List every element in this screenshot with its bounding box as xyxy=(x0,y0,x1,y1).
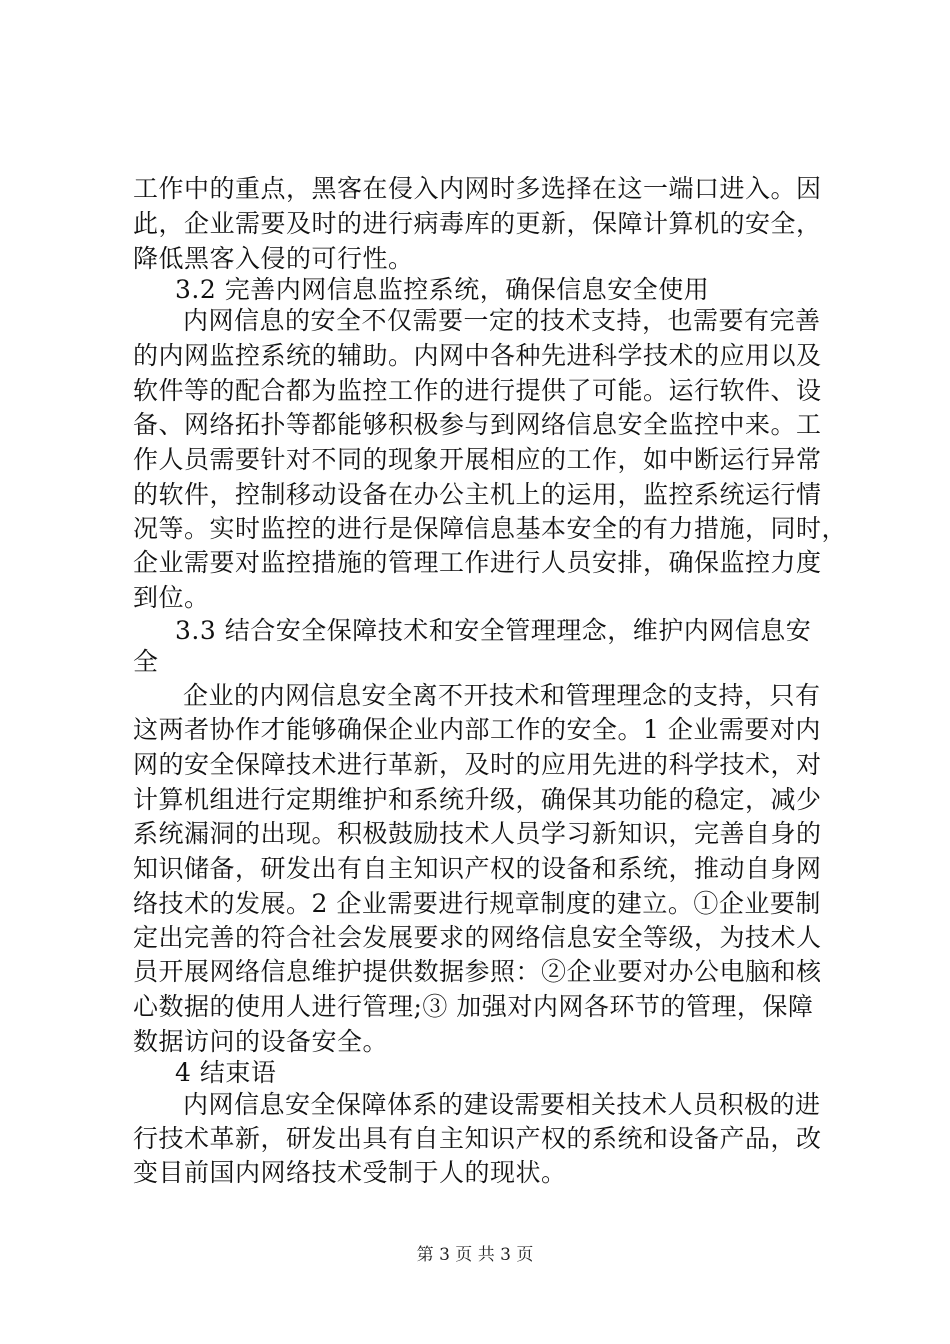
text-line: 计算机组进行定期维护和系统升级，确保其功能的稳定，减少 xyxy=(133,785,822,814)
text-line: 作人员需要针对不同的现象开展相应的工作，如中断运行异常 xyxy=(133,445,822,474)
text-line: 企业需要对监控措施的管理工作进行人员安排，确保监控力度 xyxy=(133,548,822,577)
text-line: 系统漏洞的出现。积极鼓励技术人员学习新知识，完善自身的 xyxy=(133,819,822,848)
text-line: 的内网监控系统的辅助。内网中各种先进科学技术的应用以及 xyxy=(133,341,822,370)
text-line: 网的安全保障技术进行革新，及时的应用先进的科学技术，对 xyxy=(133,750,822,779)
text-line: 变目前国内网络技术受制于人的现状。 xyxy=(133,1158,567,1187)
paragraph-first-line: 企业的内网信息安全离不开技术和管理理念的支持，只有 xyxy=(183,681,821,710)
text-line: 到位。 xyxy=(133,583,210,612)
paragraph-first-line: 内网信息的安全不仅需要一定的技术支持，也需要有完善 xyxy=(183,306,821,335)
section-heading: 3.3 结合安全保障技术和安全管理理念，维护内网信息安 xyxy=(175,616,812,645)
section-heading: 4 结束语 xyxy=(175,1058,277,1087)
text-line: 工作中的重点，黑客在侵入内网时多选择在这一端口进入。因 xyxy=(133,174,822,203)
text-line: 况等。实时监控的进行是保障信息基本安全的有力措施，同时， xyxy=(133,514,848,543)
text-line: 络技术的发展。2 企业需要进行规章制度的建立。①企业要制 xyxy=(133,889,821,918)
text-line: 此，企业需要及时的进行病毒库的更新，保障计算机的安全， xyxy=(133,209,822,238)
paragraph-first-line: 内网信息安全保障体系的建设需要相关技术人员积极的进 xyxy=(183,1090,821,1119)
text-line: 数据访问的设备安全。 xyxy=(133,1027,389,1056)
section-heading: 3.2 完善内网信息监控系统，确保信息安全使用 xyxy=(175,275,710,304)
text-line: 的软件，控制移动设备在办公主机上的运用，监控系统运行情 xyxy=(133,480,822,509)
text-line: 降低黑客入侵的可行性。 xyxy=(133,244,414,273)
text-line: 这两者协作才能够确保企业内部工作的安全。1 企业需要对内 xyxy=(133,715,821,744)
text-line: 员开展网络信息维护提供数据参照：②企业要对办公电脑和核 xyxy=(133,957,822,986)
text-line: 软件等的配合都为监控工作的进行提供了可能。运行软件、设 xyxy=(133,376,822,405)
text-line: 行技术革新，研发出具有自主知识产权的系统和设备产品，改 xyxy=(133,1124,822,1153)
section-heading-continued: 全 xyxy=(133,647,159,676)
text-line: 心数据的使用人进行管理;③ 加强对内网各环节的管理，保障 xyxy=(133,992,814,1021)
text-line: 定出完善的符合社会发展要求的网络信息安全等级，为技术人 xyxy=(133,923,822,952)
text-line: 知识储备，研发出有自主知识产权的设备和系统，推动自身网 xyxy=(133,854,822,883)
text-line: 备、网络拓扑等都能够积极参与到网络信息安全监控中来。工 xyxy=(133,410,822,439)
page-number-footer: 第 3 页 共 3 页 xyxy=(416,1245,534,1265)
